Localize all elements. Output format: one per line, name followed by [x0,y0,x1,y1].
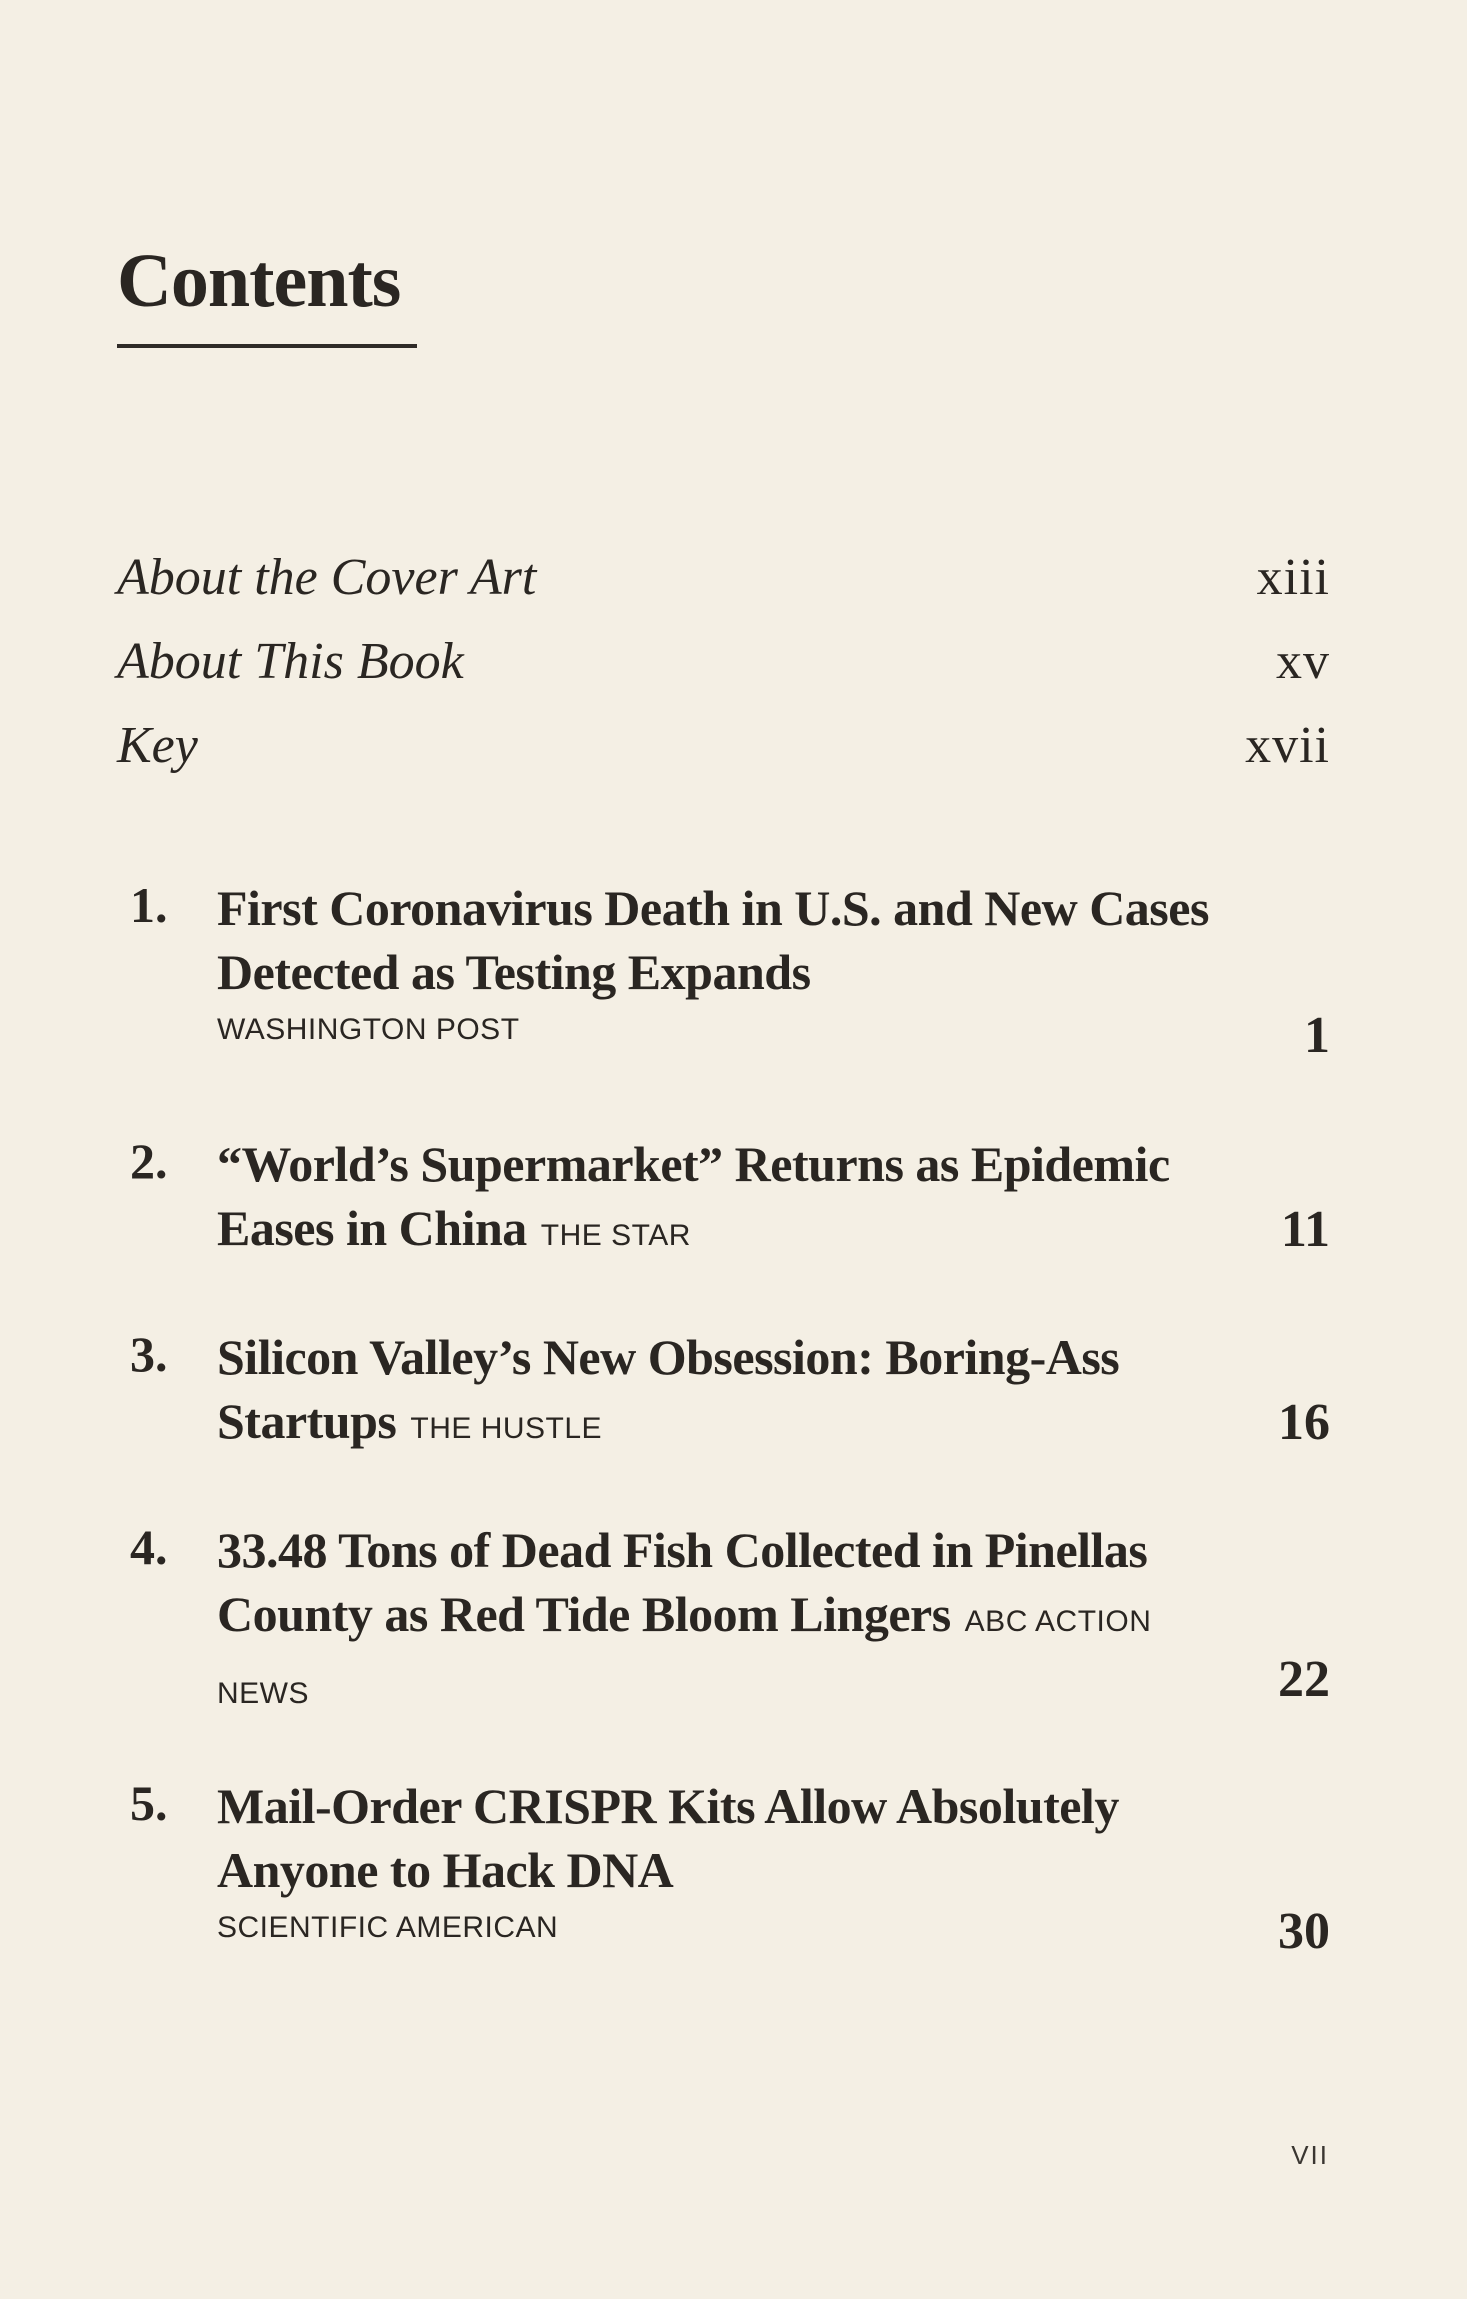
entry-page: 22 [1278,1651,1330,1708]
contents-heading: Contents [117,239,401,323]
front-matter-page: xv [1276,633,1330,690]
entry-page: 16 [1278,1394,1330,1451]
entry-title: First Coronavirus Death in U.S. and New Cases Detected as Testing Expands [217,880,1209,1000]
entry-source: ABC ACTION NEWS [217,1605,1152,1710]
entry-page: 1 [1304,1007,1330,1064]
entry-title: Mail-Order CRISPR Kits Allow Absolutely Anyone to Hack DNA [217,1778,1119,1898]
entry-page: 11 [1280,1201,1330,1258]
entry-title: 33.48 Tons of Dead Fish Collected in Pinellas County as Red Tide Bloom Lingers [217,1522,1148,1642]
heading-underline [117,344,417,348]
entry-number: 3. [130,1326,168,1382]
entry-number: 1. [130,877,168,933]
entry-title-block [217,1325,1217,1461]
entry-title: Silicon Valley’s New Obsession: Boring-Ass Startups [217,1329,1120,1449]
entry-number: 2. [130,1133,168,1189]
front-matter-page: xiii [1256,549,1330,606]
entry-source: WASHINGTON POST [217,1013,520,1046]
entry-title-block [217,1774,1217,1948]
entry-source: THE STAR [540,1219,691,1252]
entry-source: THE HUSTLE [410,1412,603,1445]
entry-number: 5. [130,1775,168,1831]
front-matter-page: xvii [1245,717,1330,774]
entry-title-block [217,1132,1217,1268]
entry-number: 4. [130,1519,168,1575]
page-folio: VII [1291,2140,1329,2170]
front-matter-title: About the Cover Art [117,549,537,606]
entry-title: “World’s Supermarket” Returns as Epidemic Eases in China [217,1136,1170,1256]
entry-title-block [217,1518,1217,1726]
entry-title-block [217,876,1217,1050]
entry-page: 30 [1278,1903,1330,1960]
entry-source: SCIENTIFIC AMERICAN [217,1911,559,1944]
front-matter-title: About This Book [117,633,464,690]
front-matter-title: Key [117,717,198,774]
